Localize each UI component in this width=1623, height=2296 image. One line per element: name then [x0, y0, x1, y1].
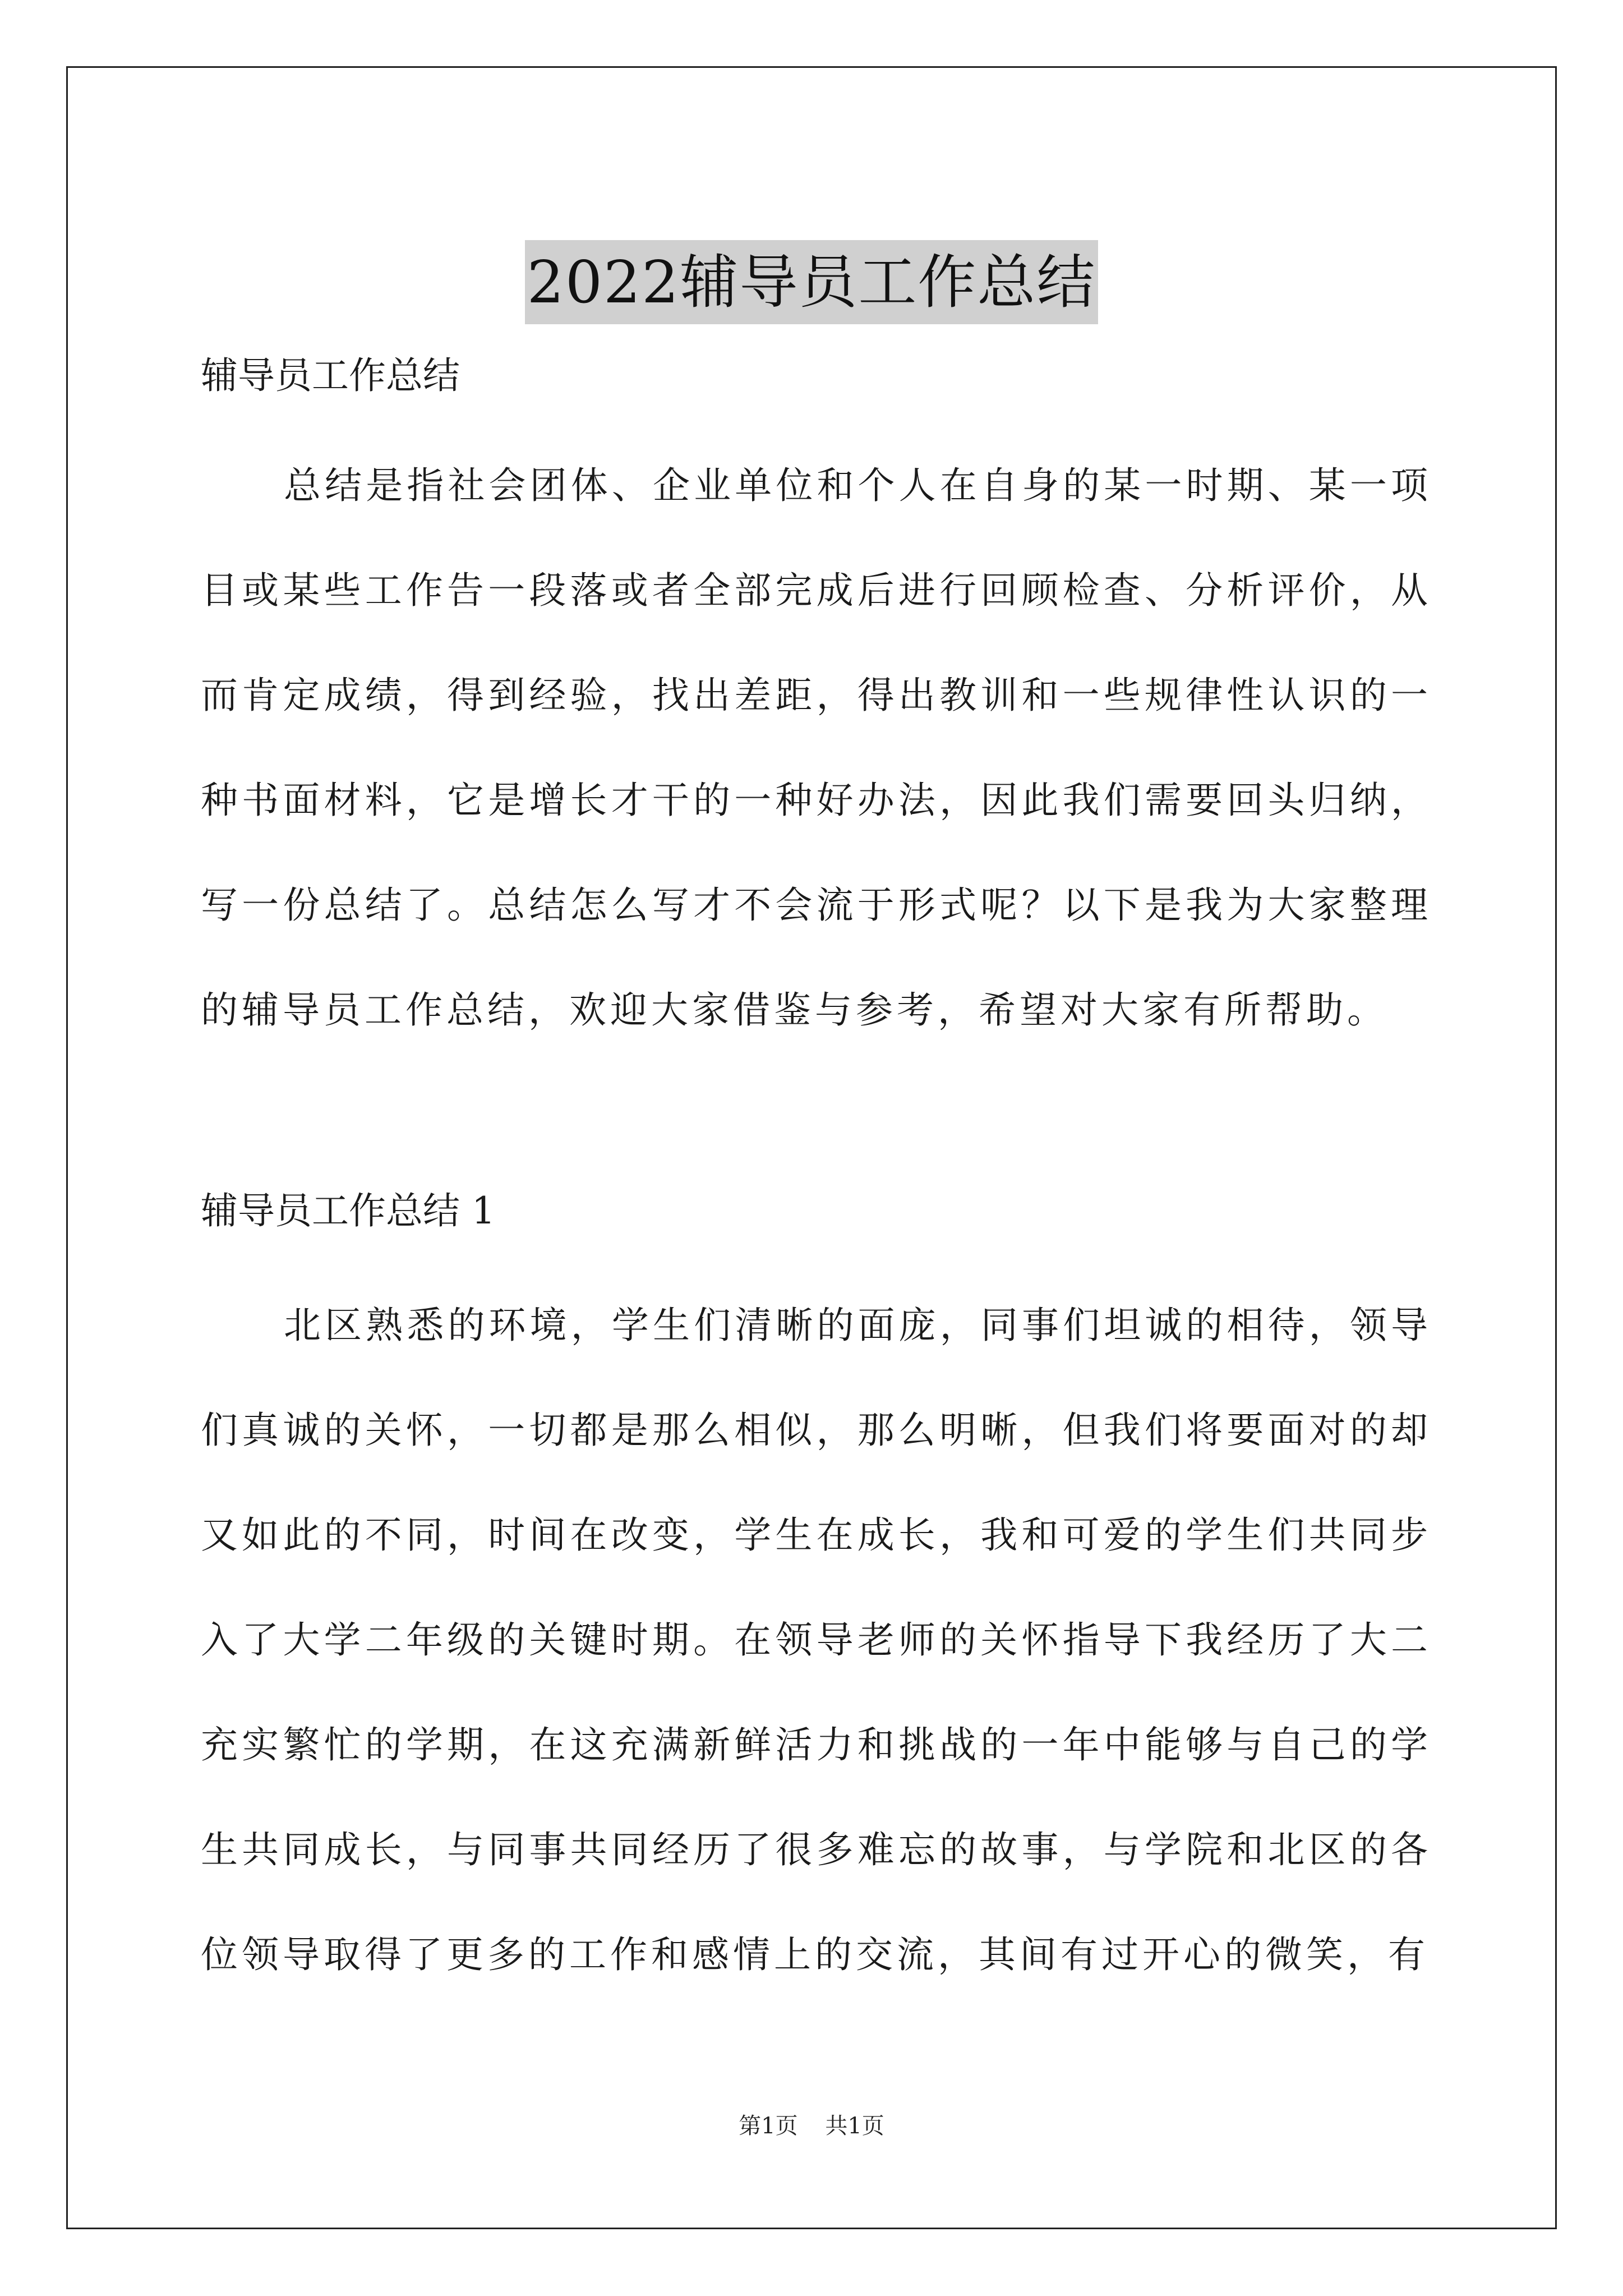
- document-title: 2022辅导员工作总结: [525, 240, 1099, 324]
- title-container: [0, 201, 1623, 363]
- page-footer: [0, 2109, 1623, 2143]
- page-number-current: 第1页: [739, 2113, 798, 2139]
- section-1-paragraph: 北区熟悉的环境，学生们清晰的面庞，同事们坦诚的相待，领导们真诚的关怀，一切都是那么相似，那么明晰，但我们将要面对的却又如此的不同，时间在改变，学生在成长，我和可爱的学生们共同步入了大学二年级的关键时期。在领导老师的关怀指导下我经历了大二充实繁忙的学期，在这充满新鲜活力和挑战的一年中能够与自己的学生共同成长，与同事共同经历了很多难忘的故事，与学院和北区的各位领导取得了更多的工作和感情上的交流，其间有过开心的微笑，有: [201, 1304, 1432, 1976]
- intro-heading: 辅导员工作总结: [201, 354, 460, 397]
- section-1-heading: 辅导员工作总结 1: [201, 1189, 495, 1232]
- intro-paragraph: 总结是指社会团体、企业单位和个人在自身的某一时期、某一项目或某些工作告一段落或者全部完成后进行回顾检查、分析评价，从而肯定成绩，得到经验，找出差距，得出教训和一些规律性认识的一种书面材料，它是增长才干的一种好办法，因此我们需要回头归纳，写一份总结了。总结怎么写才不会流于形式呢？以下是我为大家整理的辅导员工作总结，欢迎大家借鉴与参考，希望对大家有所帮助。: [201, 464, 1432, 1032]
- page-number-total: 共1页: [825, 2113, 884, 2139]
- document-body: [201, 348, 1432, 2007]
